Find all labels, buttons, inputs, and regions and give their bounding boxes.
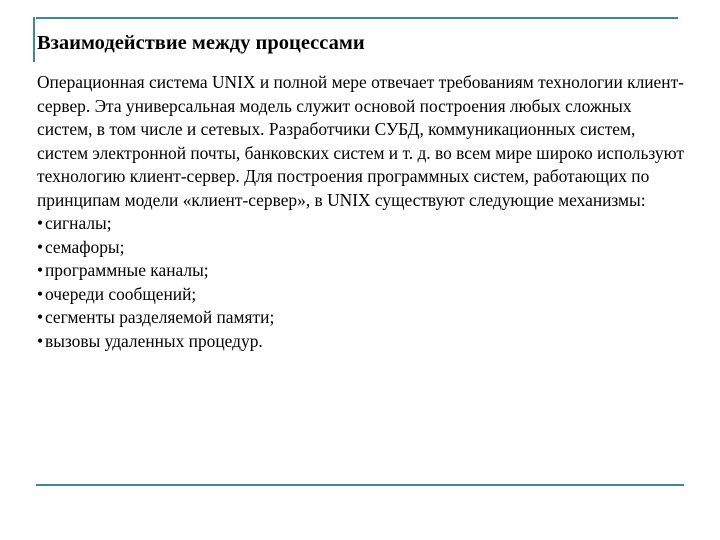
list-item [37, 212, 687, 236]
mechanism-list [37, 212, 687, 353]
list-item-text: семафоры; [45, 236, 125, 257]
list-item-text: вызовы удаленных процедур. [45, 330, 263, 351]
bullet-icon: • [37, 213, 44, 233]
list-item-text: сегменты разделяемой памяти; [45, 307, 275, 327]
list-item-text: сигналы; [45, 213, 112, 233]
bullet-icon: • [37, 283, 44, 304]
list-item [37, 306, 687, 330]
list-item-text: программные каналы; [45, 260, 209, 280]
bullet-icon: • [37, 330, 44, 351]
list-item [37, 236, 687, 260]
slide-title: Взаимодействие между процессами [37, 32, 365, 54]
body-paragraph: Операционная система UNIX и полной мере отвечает требованиям технологии клиент-сервер. Эта универсальная модель служит основой построения любых сложных систем, в том числе и сетевых. Разработчики СУБД, коммуникационных систем, систем электронной почты, банковских систем и т. д. во всем мире широко используют технологию клиент-сервер. Для построения программных систем, работающих по принципам модели «клиент-сервер», в UNIX существуют следующие механизмы: [37, 72, 684, 210]
bullet-icon: • [37, 307, 44, 327]
slide-body [37, 71, 687, 353]
list-item [37, 283, 687, 307]
bottom-divider [36, 484, 684, 486]
top-divider [36, 17, 678, 19]
title-accent-bar [33, 17, 35, 62]
bullet-icon: • [37, 260, 44, 280]
list-item-text: очереди сообщений; [45, 283, 197, 304]
list-item [37, 259, 687, 283]
bullet-icon: • [37, 236, 44, 257]
list-item [37, 330, 687, 354]
